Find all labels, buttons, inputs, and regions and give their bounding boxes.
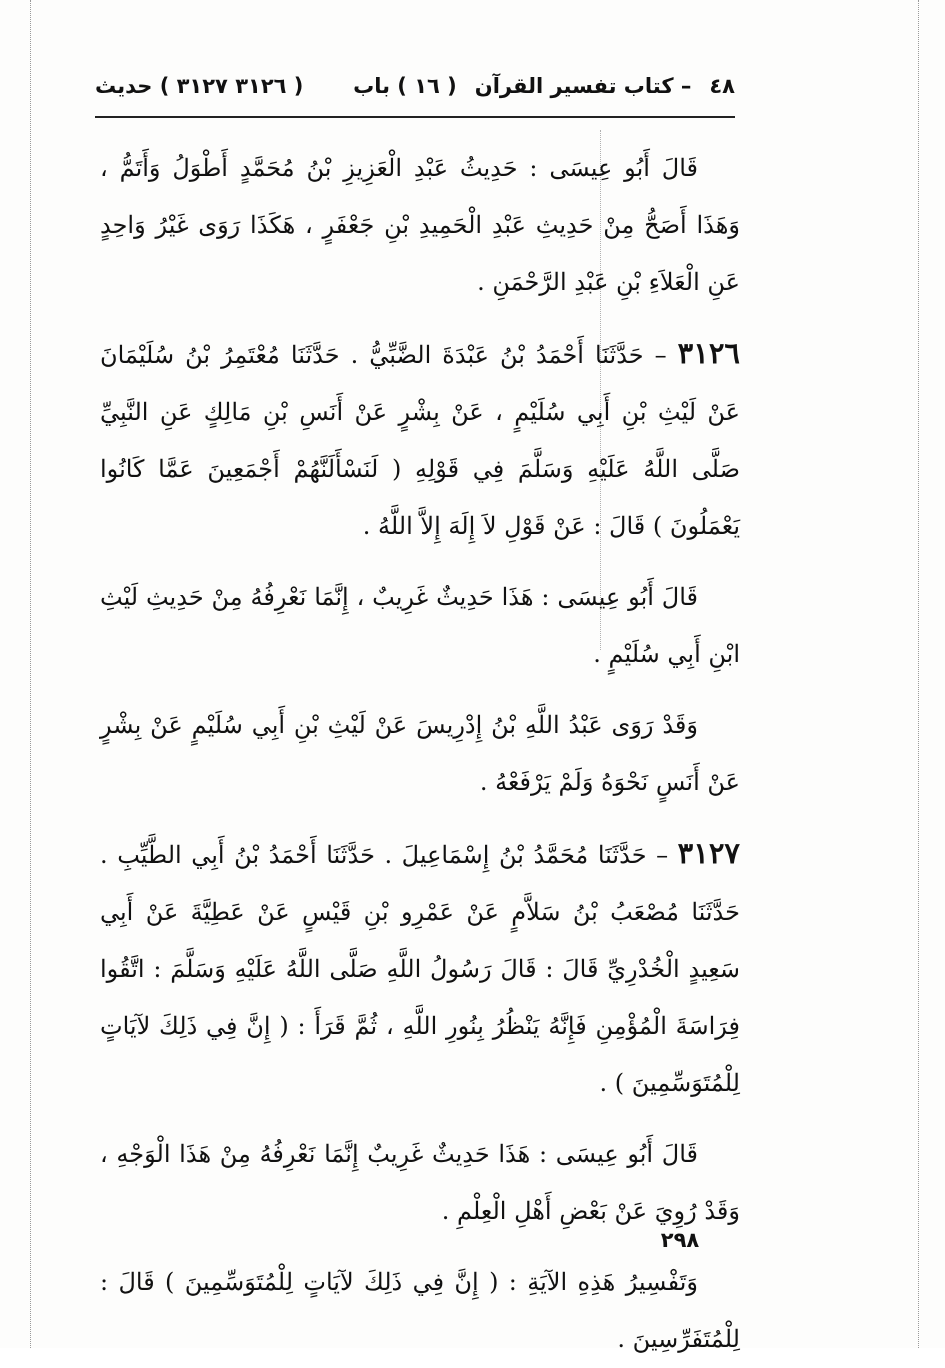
running-header [95, 66, 735, 106]
paragraph-hadith-3127 [100, 825, 740, 1112]
hadith-number: ٣١٢٧ [677, 836, 740, 870]
paragraph-text: وَتَفْسِيرُ هَذِهِ الآيَةِ : ( إِنَّ فِي ذَلِكَ لآيَاتٍ لِلْمُتَوَسِّمِينَ ) قَالَ : لِلْمُتَفَرِّسِينَ . [100, 1268, 740, 1353]
text-body [100, 140, 740, 1368]
header-rule [95, 116, 735, 118]
paragraph-text: وَقَدْ رَوَى عَبْدُ اللَّهِ بْنُ إِدْرِيسَ عَنْ لَيْثِ بْنِ أَبِي سُلَيْمٍ عَنْ بِشْرٍ عَنْ أَنَسٍ نَحْوَهُ وَلَمْ يَرْفَعْهُ . [100, 711, 740, 796]
paragraph-text: قَالَ أَبُو عِيسَى : هَذَا حَدِيثٌ غَرِيبٌ ، إِنَّمَا نَعْرِفُهُ مِنْ حَدِيثِ لَيْثِ ابْنِ أَبِي سُلَيْمٍ . [100, 583, 740, 668]
paragraph-commentary-4 [100, 1126, 740, 1240]
header-chapter: ( ١٦ ) باب [353, 74, 457, 98]
header-book-title: – كتاب تفسير القرآن [474, 74, 692, 98]
header-page-num: ٤٨ [709, 74, 735, 98]
paragraph-text: – حَدَّثَنَا مُحَمَّدُ بْنُ إِسْمَاعِيلَ . حَدَّثَنَا أَحْمَدُ بْنُ أَبِي الطَّيِّبِ . حَدَّثَنَا مُصْعَبُ بْنُ سَلاَّمٍ عَنْ عَمْرِو بْنِ قَيْسٍ عَنْ عَطِيَّةَ عَنْ أَبِي سَعِيدٍ الْخُدْرِيِّ قَالَ : قَالَ رَسُولُ اللَّهِ صَلَّى اللَّهُ عَلَيْهِ وَسَلَّمَ : اتَّقُوا فِرَاسَةَ الْمُؤْمِنِ فَإِنَّهُ يَنْظُرُ بِنُورِ اللَّهِ ، ثُمَّ قَرَأَ : ( إِنَّ فِي ذَلِكَ لآيَاتٍ لِلْمُتَوَسِّمِينَ ) . [100, 841, 740, 1097]
paragraph-text: قَالَ أَبُو عِيسَى : حَدِيثُ عَبْدِ الْعَزِيزِ بْنُ مُحَمَّدٍ أَطْوَلُ وَأَتَمُّ ، وَهَذَا أَصَحُّ مِنْ حَدِيثِ عَبْدِ الْحَمِيدِ بْنِ جَعْفَرٍ ، هَكَذَا رَوَى غَيْرُ وَاحِدٍ عَنِ الْعَلاَءِ بْنِ عَبْدِ الرَّحْمَنِ . [100, 154, 740, 296]
paragraph-commentary-3 [100, 697, 740, 811]
paragraph-hadith-3126 [100, 325, 740, 555]
paragraph-commentary-2 [100, 569, 740, 683]
hadith-number: ٣١٢٦ [677, 336, 740, 370]
header-title-group [353, 74, 735, 98]
paragraph-commentary-1 [100, 140, 740, 311]
page-number: ٢٩٨ [660, 1228, 700, 1252]
paragraph-text: – حَدَّثَنَا أَحْمَدُ بْنُ عَبْدَةَ الضَّبِّيُّ . حَدَّثَنَا مُعْتَمِرُ بْنُ سُلَيْمَانَ عَنْ لَيْثِ بْنِ أَبِي سُلَيْمٍ ، عَنْ بِشْرٍ عَنْ أَنَسِ بْنِ مَالِكٍ عَنِ النَّبِيِّ صَلَّى اللَّهُ عَلَيْهِ وَسَلَّمَ فِي قَوْلِهِ ( لَنَسْأَلَنَّهُمْ أَجْمَعِينَ عَمَّا كَانُوا يَعْمَلُونَ ) قَالَ : عَنْ قَوْلِ لاَ إِلَهَ إِلاَّ اللَّهُ . [100, 341, 740, 540]
paragraph-text: قَالَ أَبُو عِيسَى : هَذَا حَدِيثٌ غَرِيبٌ إِنَّمَا نَعْرِفُهُ مِنْ هَذَا الْوَجْهِ ، وَقَدْ رُوِيَ عَنْ بَعْضِ أَهْلِ الْعِلْمِ . [100, 1140, 740, 1225]
header-hadith-range: ( ٣١٢٦ ٣١٢٧ ) حديث [95, 74, 304, 98]
paragraph-commentary-5 [100, 1254, 740, 1368]
scan-edge-left [30, 0, 31, 1348]
scan-edge-right [918, 0, 919, 1348]
